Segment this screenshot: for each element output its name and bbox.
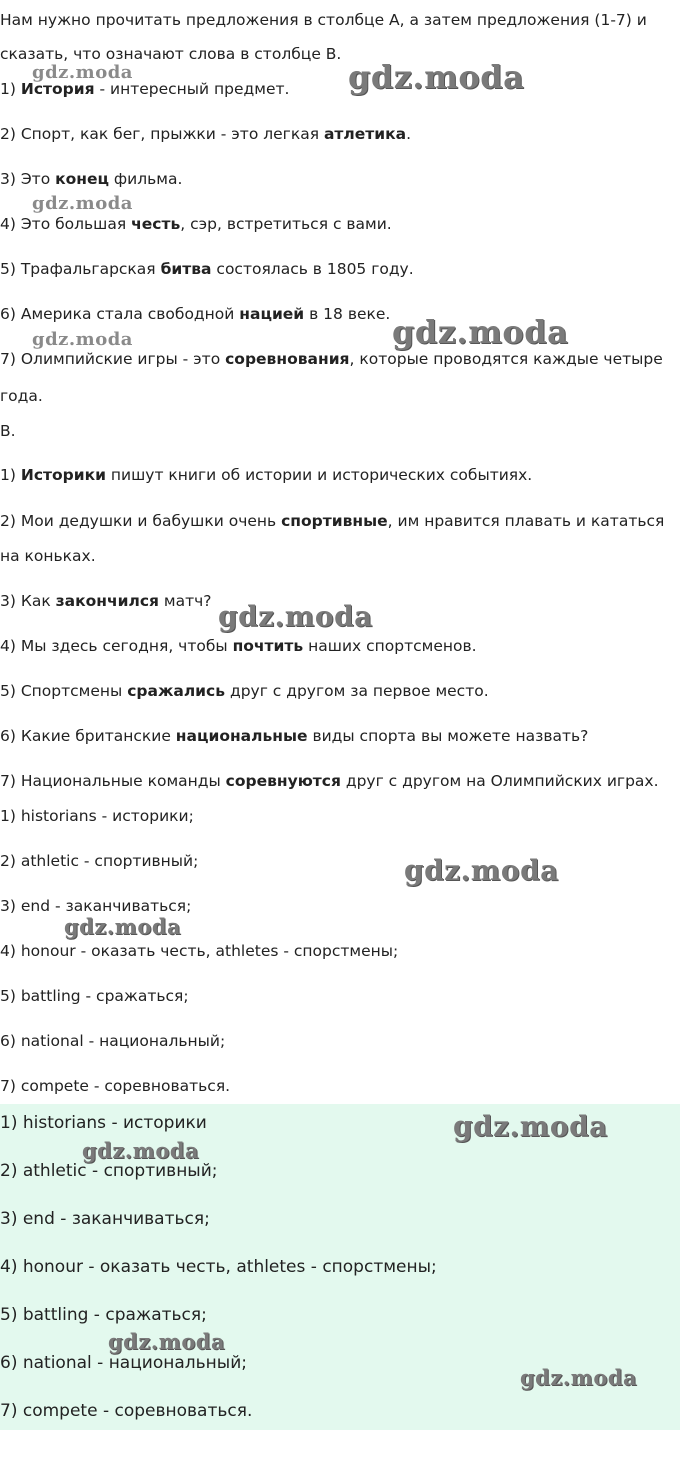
translation-item-5: 5) battling - сражаться;: [0, 987, 189, 1005]
answer-block: [0, 1104, 680, 1430]
answer-item-7: 7) compete - соревноваться.: [0, 1401, 253, 1421]
column-a-item-4: 4) Это большая честь, сэр, встретиться с вами.: [0, 215, 392, 233]
column-b-label: B.: [0, 422, 16, 440]
column-b-item-5: 5) Спортсмены сражались друг с другом за первое место.: [0, 682, 489, 700]
intro-line-1: Нам нужно прочитать предложения в столбце А, а затем предложения (1-7) и: [0, 11, 647, 29]
column-b-item-6: 6) Какие британские национальные виды спорта вы можете назвать?: [0, 727, 589, 745]
watermark-logo: gdz.moda: [392, 313, 569, 351]
translation-item-2: 2) athletic - спортивный;: [0, 852, 199, 870]
translation-item-7: 7) compete - соревноваться.: [0, 1077, 231, 1095]
answer-item-6: 6) national - национальный;: [0, 1353, 247, 1373]
column-a-item-3: 3) Это конец фильма.: [0, 170, 183, 188]
watermark-logo: gdz.moda: [32, 329, 133, 350]
column-a-item-7-cont: года.: [0, 387, 43, 405]
watermark-logo: gdz.moda: [348, 58, 525, 96]
watermark-logo: gdz.moda: [218, 600, 373, 633]
answer-item-1: 1) historians - историки: [0, 1113, 207, 1133]
column-b-item-2-cont: на коньках.: [0, 547, 96, 565]
column-b-item-4: 4) Мы здесь сегодня, чтобы почтить наших спортсменов.: [0, 637, 477, 655]
answer-item-3: 3) end - заканчиваться;: [0, 1209, 210, 1229]
watermark-logo: gdz.moda: [453, 1110, 608, 1143]
watermark-logo: gdz.moda: [404, 854, 559, 887]
translation-item-6: 6) national - национальный;: [0, 1032, 226, 1050]
translation-item-4: 4) honour - оказать честь, athletes - спорстмены;: [0, 942, 399, 960]
column-a-item-7: 7) Олимпийские игры - это соревнования, которые проводятся каждые четыре: [0, 350, 663, 368]
column-a-item-1: 1) История - интересный предмет.: [0, 80, 290, 98]
watermark-logo: gdz.moda: [520, 1365, 638, 1390]
watermark-logo: gdz.moda: [32, 193, 133, 214]
column-a-item-2: 2) Спорт, как бег, прыжки - это легкая атлетика.: [0, 125, 412, 143]
watermark-logo: gdz.moda: [108, 1329, 226, 1354]
column-b-item-3: 3) Как закончился матч?: [0, 592, 212, 610]
answer-item-5: 5) battling - сражаться;: [0, 1305, 207, 1325]
watermark-logo: gdz.moda: [82, 1138, 200, 1163]
answer-item-4: 4) honour - оказать честь, athletes - спорстмены;: [0, 1257, 437, 1277]
answer-item-2: 2) athletic - спортивный;: [0, 1161, 218, 1181]
column-b-item-2: 2) Мои дедушки и бабушки очень спортивные, им нравится плавать и кататься: [0, 512, 665, 530]
column-a-item-5: 5) Трафальгарская битва состоялась в 1805 году.: [0, 260, 414, 278]
column-b-item-7: 7) Национальные команды соревнуются друг с другом на Олимпийских играх.: [0, 772, 659, 790]
watermark-logo: gdz.moda: [32, 62, 133, 83]
translation-item-3: 3) end - заканчиваться;: [0, 897, 192, 915]
column-a-item-6: 6) Америка стала свободной нацией в 18 веке.: [0, 305, 391, 323]
translation-item-1: 1) historians - историки;: [0, 807, 194, 825]
watermark-logo: gdz.moda: [64, 914, 182, 939]
intro-line-2: сказать, что означают слова в столбце В.: [0, 45, 342, 63]
column-b-item-1: 1) Историки пишут книги об истории и исторических событиях.: [0, 466, 533, 484]
